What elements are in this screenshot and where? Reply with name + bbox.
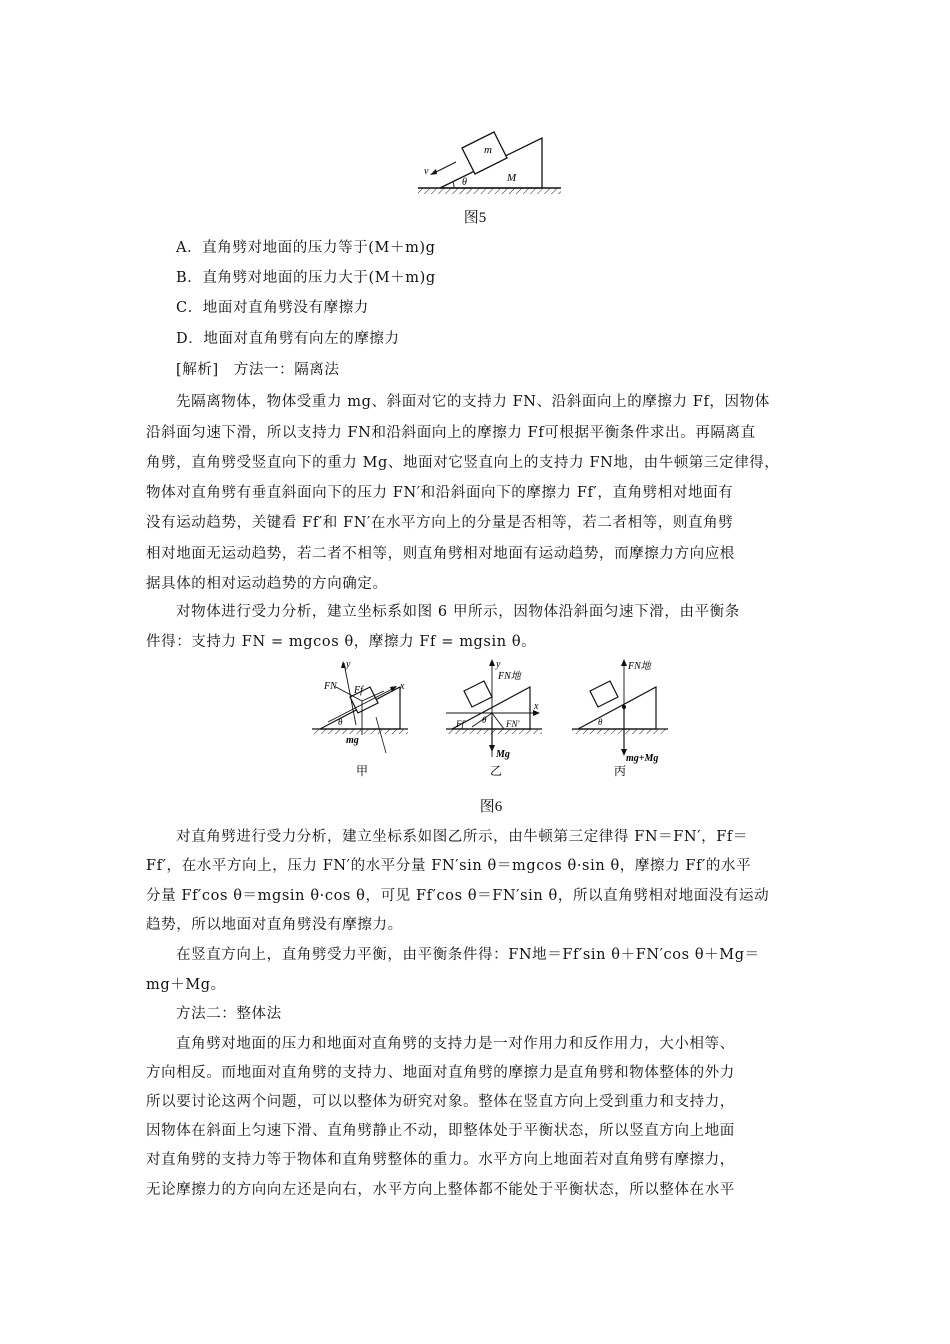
angle-theta-label: θ bbox=[462, 177, 467, 188]
figure-6-bing bbox=[572, 659, 668, 778]
svg-text:x: x bbox=[534, 701, 539, 712]
para4-line1: 在竖直方向上，直角劈受力平衡，由平衡条件得：FN地＝Ff′sin θ＋FN′cos θ＋Mg＝ bbox=[176, 947, 760, 963]
option-c: C．地面对直角劈没有摩擦力 bbox=[176, 300, 369, 316]
svg-text:Ff: Ff bbox=[354, 685, 363, 696]
para1-line6: 相对地面无运动趋势，若二者不相等，则直角劈相对地面有运动趋势，而摩擦力方向应根 bbox=[146, 546, 735, 562]
analysis-heading: [解析] 方法一：隔离法 bbox=[176, 362, 340, 378]
para3-line3: 分量 Ff′cos θ＝mgsin θ·cos θ，可见 Ff′cos θ＝FN′sin θ，所以直角劈相对地面没有运动 bbox=[146, 888, 770, 904]
para1-line1: 先隔离物体，物体受重力 mg、斜面对它的支持力 FN、沿斜面向上的摩擦力 Ff，因物体 bbox=[176, 394, 770, 410]
para3-line2: Ff′，在水平方向上，压力 FN′的水平分量 FN′sin θ＝mgcos θ·sin θ，摩擦力 Ff′的水平 bbox=[146, 858, 752, 874]
para1-line7: 据具体的相对运动趋势的方向确定。 bbox=[146, 576, 388, 592]
option-b: B．直角劈对地面的压力大于(M＋m)g bbox=[176, 270, 436, 286]
figure-6-yi bbox=[446, 659, 542, 778]
svg-text:FN地: FN地 bbox=[628, 661, 651, 672]
velocity-label: v bbox=[424, 166, 429, 177]
para4-line2: mg＋Mg。 bbox=[146, 977, 226, 993]
figure-6-jia-label: 甲 bbox=[356, 764, 369, 778]
para5-line1: 直角劈对地面的压力和地面对直角劈的支持力是一对作用力和反作用力，大小相等、 bbox=[176, 1036, 735, 1052]
para5-line2: 方向相反。而地面对直角劈的支持力、地面对直角劈的摩擦力是直角劈和物体整体的外力 bbox=[146, 1065, 735, 1081]
para5-line5: 对直角劈的支持力等于物体和直角劈整体的重力。水平方向上地面若对直角劈有摩擦力， bbox=[146, 1152, 735, 1168]
para5-line3: 所以要讨论这两个问题，可以以整体为研究对象。整体在竖直方向上受到重力和支持力， bbox=[146, 1094, 735, 1110]
para3-line4: 趋势，所以地面对直角劈没有摩擦力。 bbox=[146, 917, 403, 933]
svg-text:Mg: Mg bbox=[496, 749, 510, 760]
svg-text:θ: θ bbox=[598, 717, 603, 727]
svg-text:x: x bbox=[400, 681, 405, 692]
figure-6-caption: 图6 bbox=[479, 799, 503, 815]
svg-text:y: y bbox=[346, 659, 351, 670]
para5-line4: 因物体在斜面上匀速下滑、直角劈静止不动，即整体处于平衡状态，所以竖直方向上地面 bbox=[146, 1123, 735, 1139]
wedge-M-label: M bbox=[507, 172, 517, 184]
svg-text:y: y bbox=[496, 659, 501, 670]
option-a: A．直角劈对地面的压力等于(M＋m)g bbox=[176, 240, 436, 256]
para1-line5: 没有运动趋势，关键看 Ff′和 FN′在水平方向上的分量是否相等，若二者相等，则直角劈 bbox=[146, 515, 734, 531]
figure-5-caption: 图5 bbox=[463, 210, 487, 226]
figure-6-yi-label: 乙 bbox=[490, 764, 503, 778]
svg-text:FN′: FN′ bbox=[506, 719, 520, 729]
para5-line6: 无论摩擦力的方向向左还是向右，水平方向上整体都不能处于平衡状态，所以整体在水平 bbox=[146, 1182, 735, 1198]
svg-text:mg+Mg: mg+Mg bbox=[626, 753, 659, 764]
para1-line2: 沿斜面匀速下滑，所以支持力 FN和沿斜面向上的摩擦力 Ff可根据平衡条件求出。再隔离直 bbox=[146, 425, 756, 441]
svg-text:FN: FN bbox=[324, 681, 337, 692]
para3-line1: 对直角劈进行受力分析，建立坐标系如图乙所示，由牛顿第三定律得 FN＝FN′，Ff＝ bbox=[176, 829, 748, 845]
svg-text:Ff′: Ff′ bbox=[456, 719, 466, 729]
svg-text:mg: mg bbox=[346, 735, 359, 746]
option-d: D．地面对直角劈有向左的摩擦力 bbox=[176, 331, 400, 347]
figure-6-jia bbox=[312, 659, 408, 778]
para1-line4: 物体对直角劈有垂直斜面向下的压力 FN′和沿斜面向下的摩擦力 Ff′，直角劈相对地面有 bbox=[146, 485, 734, 501]
figure-5-diagram bbox=[418, 122, 563, 204]
figure-6-diagram bbox=[306, 657, 676, 782]
svg-text:FN地: FN地 bbox=[498, 671, 521, 682]
block-m-label: m bbox=[484, 144, 492, 156]
method2-heading: 方法二：整体法 bbox=[176, 1006, 282, 1022]
para2-line1: 对物体进行受力分析，建立坐标系如图 6 甲所示，因物体沿斜面匀速下滑，由平衡条 bbox=[176, 604, 740, 620]
para2-line2: 件得：支持力 FN = mgcos θ，摩擦力 Ff = mgsin θ。 bbox=[146, 634, 537, 650]
figure-6-bing-label: 丙 bbox=[614, 764, 627, 778]
svg-text:θ: θ bbox=[338, 717, 343, 727]
svg-text:θ: θ bbox=[482, 715, 487, 725]
para1-line3: 角劈，直角劈受竖直向下的重力 Mg、地面对它竖直向上的支持力 FN地，由牛顿第三定律得， bbox=[146, 455, 780, 471]
